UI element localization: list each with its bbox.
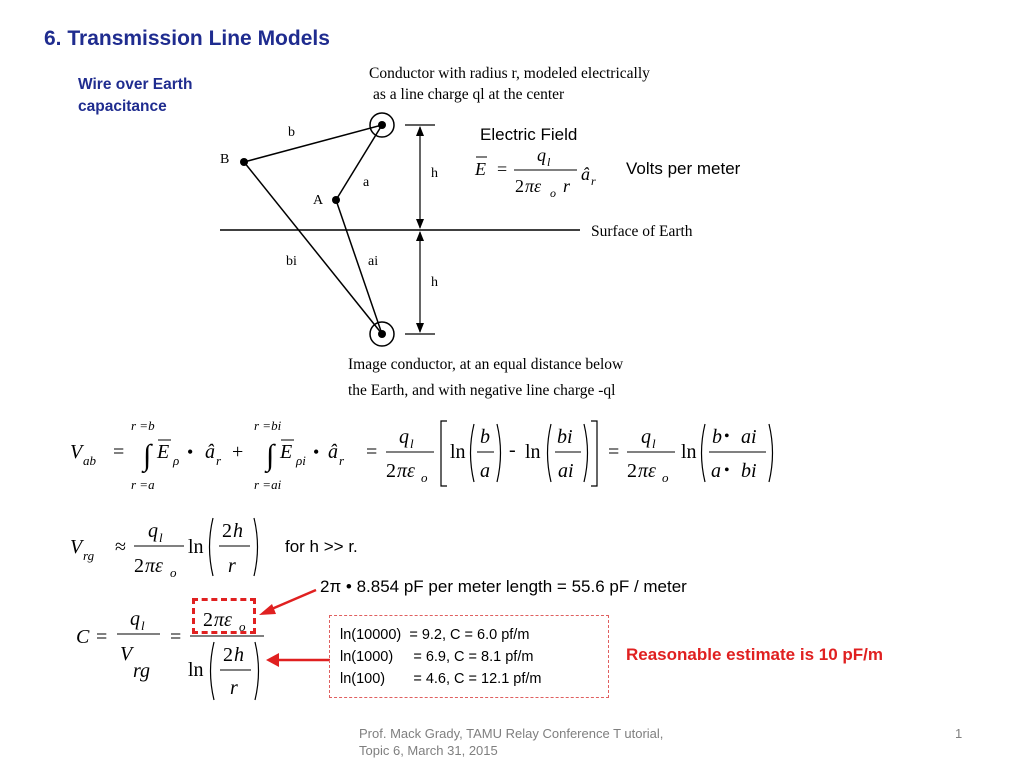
svg-text:+: + [232,441,244,463]
svg-text:E: E [475,159,486,179]
svg-text:r: r [230,677,238,699]
svg-text:â: â [581,164,590,184]
image-caption-line2: the Earth, and with negative line charge -ql [348,382,616,399]
svg-text:=: = [608,441,620,463]
svg-text:≈: ≈ [115,536,126,558]
svg-text:l: l [547,155,551,169]
label-a: a [363,175,370,190]
label-h-lower: h [431,275,438,290]
estimate-row: ln(10000) = 9.2, C = 6.0 pf/m [340,627,530,643]
svg-text:r =bi: r =bi [254,418,282,433]
surface-label: Surface of Earth [591,223,693,240]
svg-text:q: q [641,426,651,448]
svg-text:rg: rg [133,660,151,682]
vab-equation [70,418,773,492]
svg-text:2: 2 [515,176,524,196]
svg-text:ln: ln [188,659,204,681]
svg-text:o: o [239,619,246,634]
conductor-caption-line1: Conductor with radius r, modeled electrically [369,65,650,82]
label-point-a: A [313,193,324,208]
svg-text:r: r [563,176,571,196]
svg-text:r =ai: r =ai [254,477,282,492]
estimates-box [329,615,609,698]
svg-text:o: o [421,470,428,485]
efield-units: Volts per meter [626,159,741,178]
slide-subtitle: Wire over Earth capacitance [78,76,193,115]
svg-text:•: • [724,462,730,479]
label-bi: bi [286,254,297,269]
svg-text:πε: πε [525,176,542,196]
svg-text:2: 2 [203,609,213,631]
svg-text:2: 2 [386,460,396,482]
svg-text:2: 2 [627,460,637,482]
svg-text:â: â [328,441,338,463]
svg-text:b: b [712,426,722,448]
svg-text:r: r [591,174,596,188]
vrg-condition: for h >> r. [285,537,358,556]
svg-text:=: = [497,159,508,179]
conductor-caption-line2: as a line charge ql at the center [373,86,565,103]
svg-text:ab: ab [83,453,96,468]
svg-text:a: a [480,460,490,482]
svg-text:q: q [148,520,158,542]
svg-text:2: 2 [223,644,233,666]
svg-text:∫: ∫ [143,439,152,472]
svg-text:o: o [170,565,177,580]
image-caption-line1: Image conductor, at an equal distance below [348,356,624,373]
svg-text:h: h [234,644,244,666]
svg-text:V: V [70,536,83,558]
svg-text:bi: bi [557,426,573,448]
svg-text:o: o [662,470,669,485]
slide-footer: Prof. Mack Grady, TAMU Relay Conference T utorial, Topic 6, March 31, 2015 [359,726,664,758]
svg-text:•: • [187,442,194,462]
svg-text:rg: rg [83,548,95,563]
svg-text:ρ: ρ [173,453,180,468]
label-b: b [288,125,295,140]
red-arrows [259,590,330,667]
highlight-box [192,598,256,634]
svg-text:r =a: r =a [131,477,155,492]
svg-text:r: r [228,555,236,577]
capacitance-note: 2π • 8.854 pF per meter length = 55.6 pF / meter [320,577,687,596]
svg-text:ln: ln [450,441,466,463]
svg-text:πε: πε [638,460,656,482]
svg-text:•: • [724,428,730,445]
svg-text:πε: πε [145,555,163,577]
svg-text:q: q [537,145,546,165]
svg-text:l: l [410,436,414,451]
svg-text:E: E [157,441,170,463]
efield-formula [474,145,596,200]
estimate-row: ln(1000) = 6.9, C = 8.1 pf/m [340,649,534,665]
svg-text:bi: bi [741,460,757,482]
svg-text:ai: ai [558,460,574,482]
page-number: 1 [955,726,963,741]
svg-text:2: 2 [222,520,232,542]
svg-text:r =b: r =b [131,418,155,433]
svg-text:2: 2 [134,555,144,577]
svg-text:ln: ln [681,441,697,463]
svg-text:C: C [76,626,90,648]
svg-text:πε: πε [214,609,232,631]
svg-text:o: o [550,186,556,200]
svg-text:V: V [70,441,83,463]
svg-text:â: â [205,441,215,463]
svg-text:ρi: ρi [296,453,306,468]
svg-text:V: V [120,643,133,665]
svg-text:ln: ln [188,536,204,558]
svg-text:b: b [480,426,490,448]
svg-text:∫: ∫ [266,439,275,472]
svg-text:l: l [141,618,145,633]
svg-text:l: l [652,436,656,451]
svg-text:r: r [339,453,345,468]
svg-text:=: = [96,626,108,648]
label-ai: ai [368,254,379,269]
svg-text:ai: ai [741,426,757,448]
svg-text:r: r [216,453,222,468]
conclusion-text: Reasonable estimate is 10 pF/m [626,645,883,664]
svg-text:=: = [366,441,378,463]
svg-text:q: q [130,608,140,630]
efield-heading: Electric Field [480,125,578,144]
estimate-row: ln(100) = 4.6, C = 12.1 pf/m [340,671,542,687]
slide-title: 6. Transmission Line Models [44,27,330,50]
svg-text:E: E [280,441,293,463]
svg-text:-: - [509,439,516,461]
vrg-equation [70,518,258,580]
label-point-b: B [220,152,230,167]
svg-text:q: q [399,426,409,448]
line-b [244,125,382,162]
svg-text:•: • [313,442,320,462]
svg-text:πε: πε [397,460,415,482]
line-bi [244,162,382,334]
svg-text:a: a [711,460,721,482]
label-h-upper: h [431,166,438,181]
svg-text:ln: ln [525,441,541,463]
svg-text:=: = [113,441,125,463]
svg-text:h: h [233,520,243,542]
svg-text:l: l [159,530,163,545]
svg-text:=: = [170,626,182,648]
